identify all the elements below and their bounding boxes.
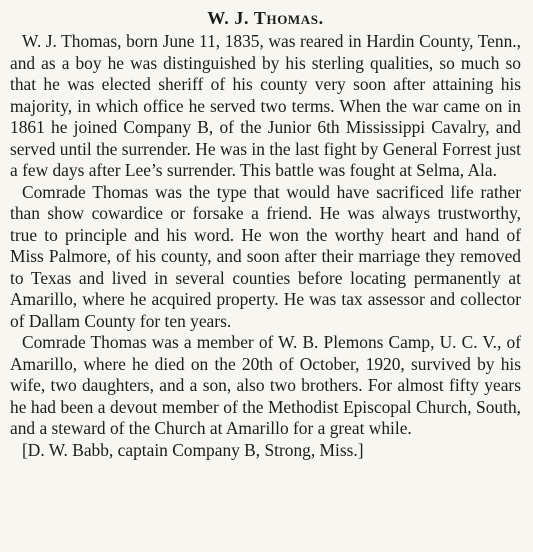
paragraph-biography: W. J. Thomas, born June 11, 1835, was reared in Hardin County, Tenn., and as a boy he was distinguished by his sterling qualities, so much so that he was elected sheriff of his county very soon after attaining his majority, in which office he served two terms. When the war came on in 1861 he joined Company B, of the Junior 6th Mississippi Cavalry, and served until the surrender. He was in the last fight by General Forrest just a few days after Lee’s surrender. This battle was fought at Selma, Ala. bbox=[10, 31, 521, 180]
obituary-heading: W. J. Thomas. bbox=[207, 8, 324, 28]
paragraph-character: Comrade Thomas was the type that would have sacrificed life rather than show cowardice or forsake a friend. He was always trustworthy, true to principle and his word. He won the worthy heart and hand of Miss Palmore, of his county, and soon after their marriage they removed to Texas and lived in several counties before locating permanently at Amarillo, where he acquired property. He was tax assessor and collector of Dallam County for ten years. bbox=[10, 181, 521, 331]
paragraph-death: Comrade Thomas was a member of W. B. Plemons Camp, U. C. V., of Amarillo, where he died on the 20th of October, 1920, survived by his wife, two daughters, and a son, also two brothers. For almost fifty years he had been a devout member of the Methodist Episcopal Church, South, and a steward of the Church at Amarillo for a great while. bbox=[10, 332, 521, 438]
author-signature: [D. W. Babb, captain Company B, Strong, Miss.] bbox=[22, 439, 364, 460]
